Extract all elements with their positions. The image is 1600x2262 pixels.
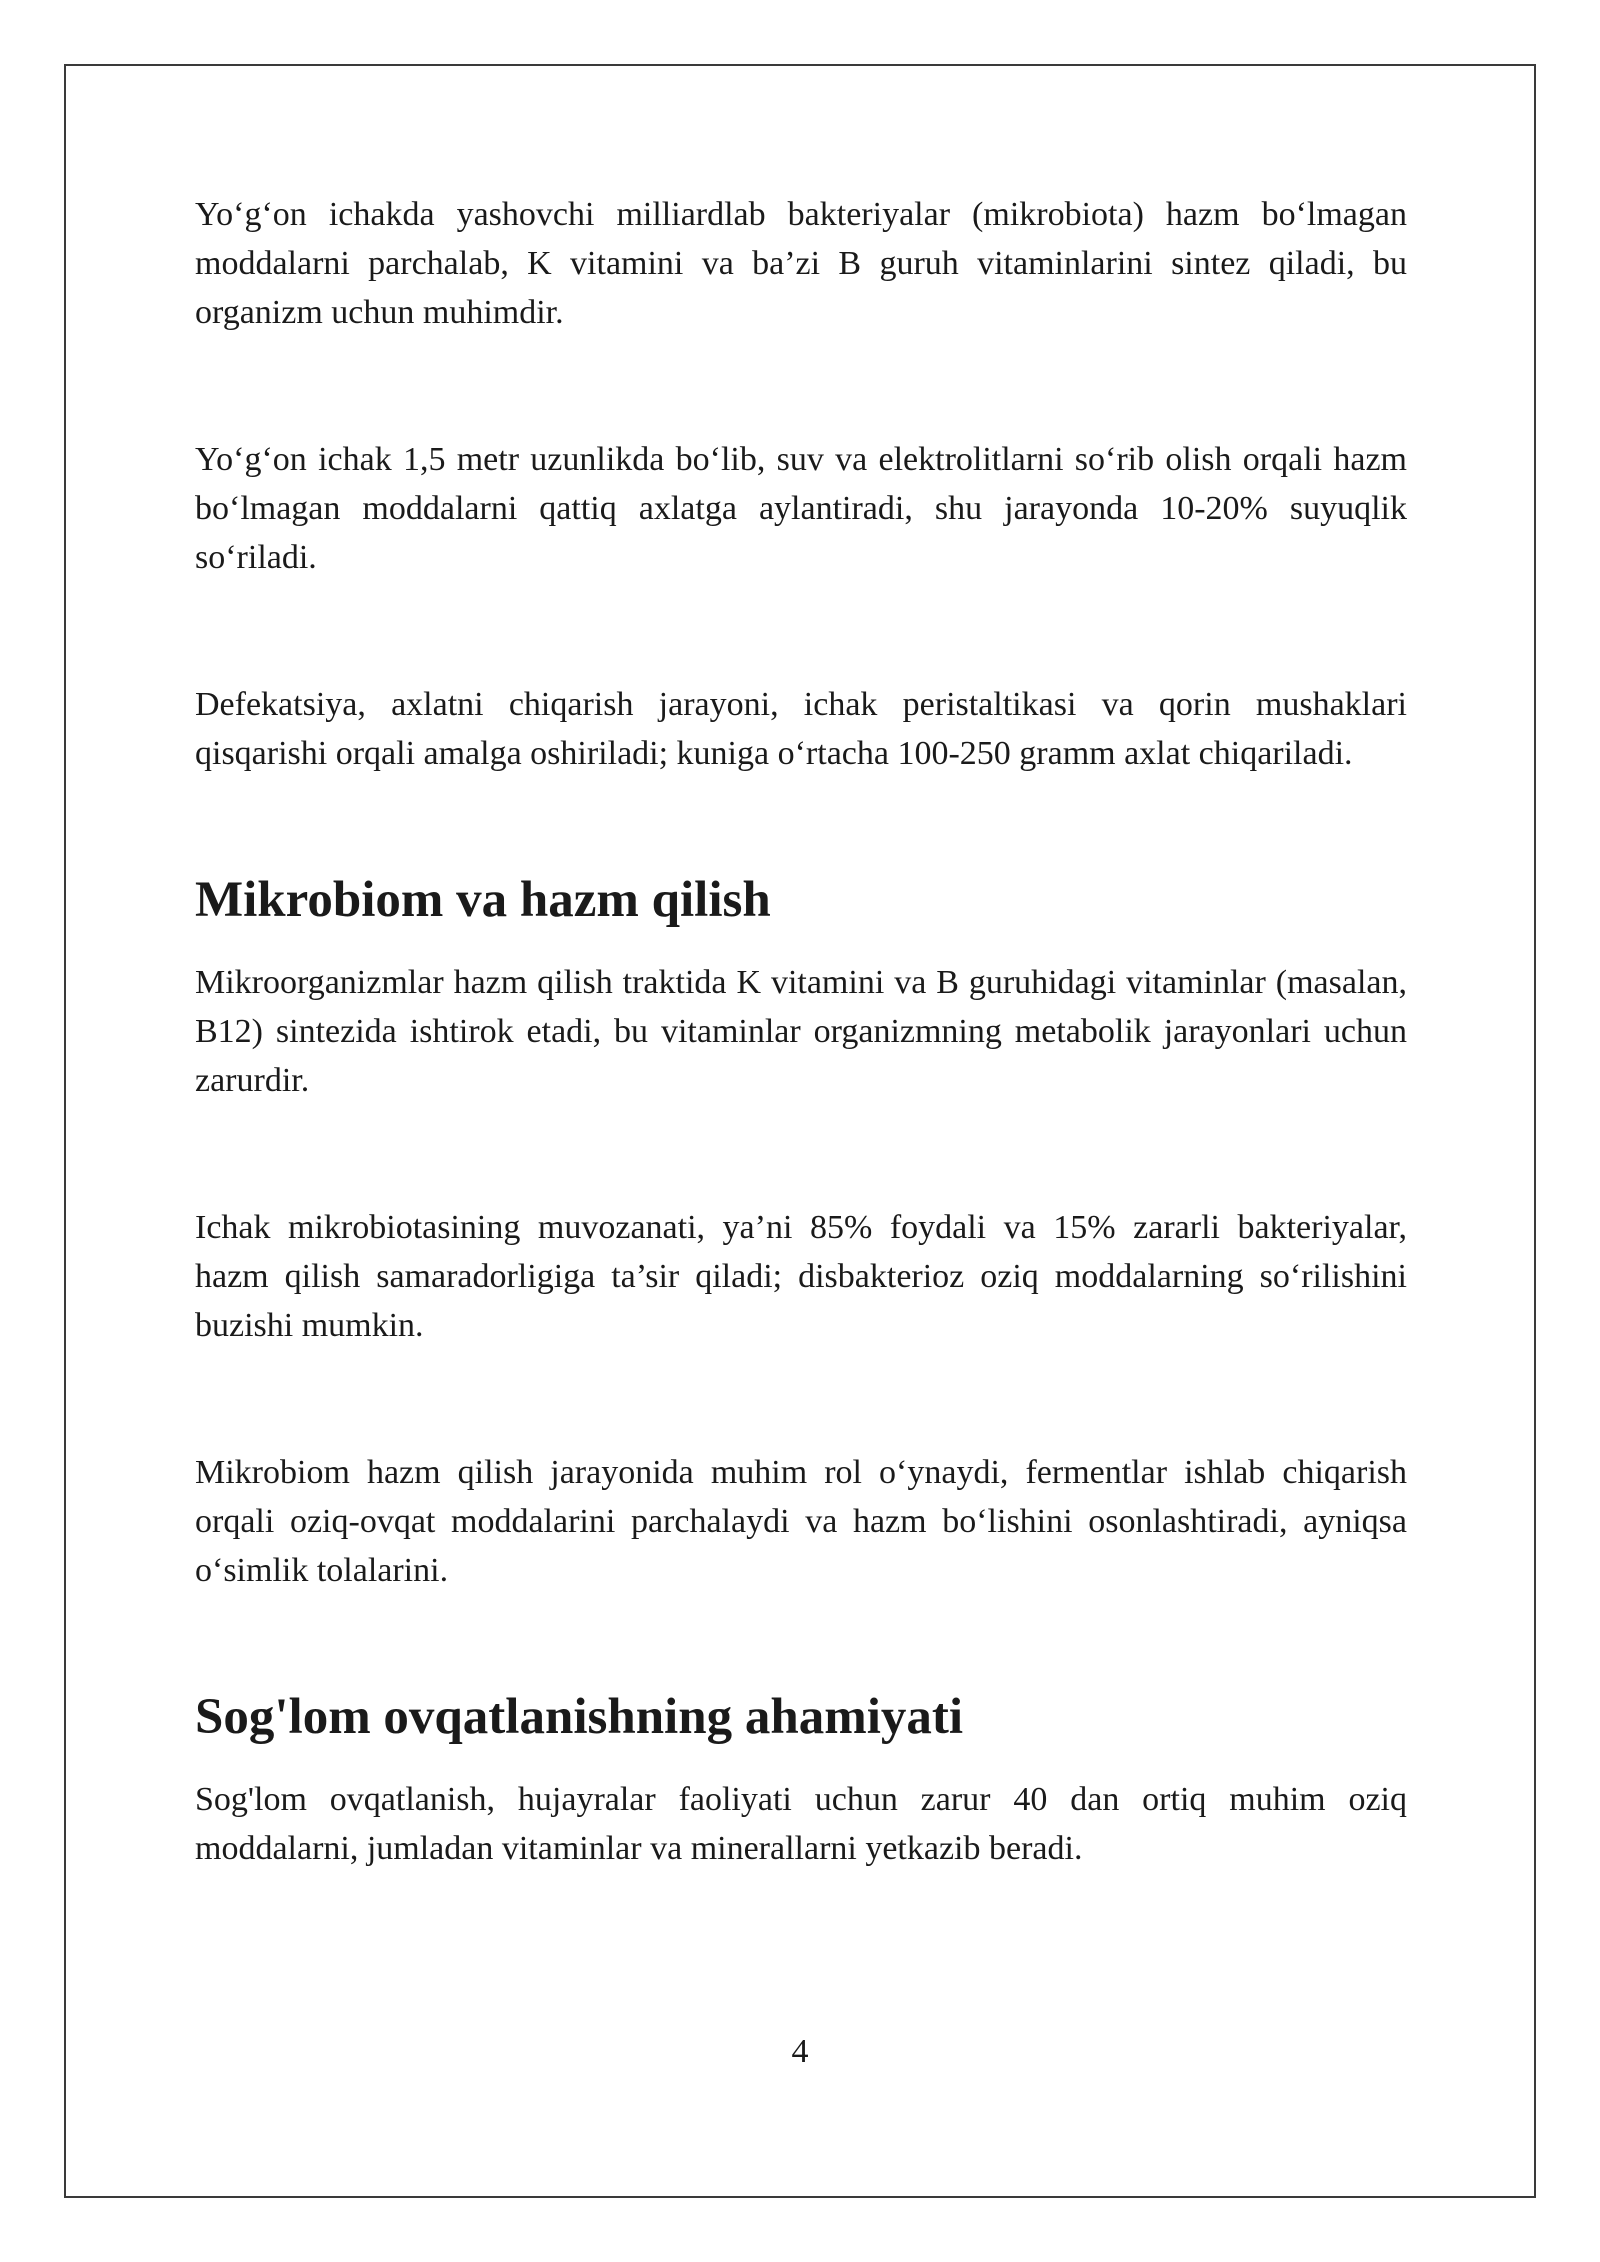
paragraph: Yo‘g‘on ichakda yashovchi milliardlab bakteriyalar (mikrobiota) hazm bo‘lmagan moddalarni parchalab, K vitamini va ba’zi B guruh vitaminlarini sintez qiladi, bu organizm uchun muhimdir.	[195, 196, 1407, 331]
paragraph: Defekatsiya, axlatni chiqarish jarayoni, ichak peristaltikasi va qorin mushaklari qisqarishi orqali amalga oshiriladi; kuniga o‘rtacha 100-250 gramm axlat chiqariladi.	[195, 686, 1407, 772]
paragraph: Sog'lom ovqatlanish, hujayralar faoliyati uchun zarur 40 dan ortiq muhim oziq moddalarni, jumladan vitaminlar va minerallarni yetkazib beradi.	[195, 1781, 1407, 1867]
section-heading: Mikrobiom va hazm qilish	[195, 872, 771, 928]
document-body	[195, 190, 1407, 1873]
paragraph: Mikrobiom hazm qilish jarayonida muhim rol o‘ynaydi, fermentlar ishlab chiqarish orqali oziq-ovqat moddalarini parchalaydi va hazm bo‘lishini osonlashtiradi, ayniqsa o‘simlik tolalarini.	[195, 1454, 1407, 1589]
section-heading: Sog'lom ovqatlanishning ahamiyati	[195, 1689, 964, 1745]
paragraph: Mikroorganizmlar hazm qilish traktida K vitamini va B guruhidagi vitaminlar (masalan, B12) sintezida ishtirok etadi, bu vitaminlar organizmning metabolik jarayonlari uchun zarurdir.	[195, 964, 1407, 1099]
paragraph: Ichak mikrobiotasining muvozanati, ya’ni 85% foydali va 15% zararli bakteriyalar, hazm qilish samaradorligiga ta’sir qiladi; disbakterioz oziq moddalarning so‘rilishini buzishi mumkin.	[195, 1209, 1407, 1344]
paragraph: Yo‘g‘on ichak 1,5 metr uzunlikda bo‘lib, suv va elektrolitlarni so‘rib olish orqali hazm bo‘lmagan moddalarni qattiq axlatga aylantiradi, shu jarayonda 10-20% suyuqlik so‘riladi.	[195, 441, 1407, 576]
page-number: 4	[791, 2033, 809, 2070]
